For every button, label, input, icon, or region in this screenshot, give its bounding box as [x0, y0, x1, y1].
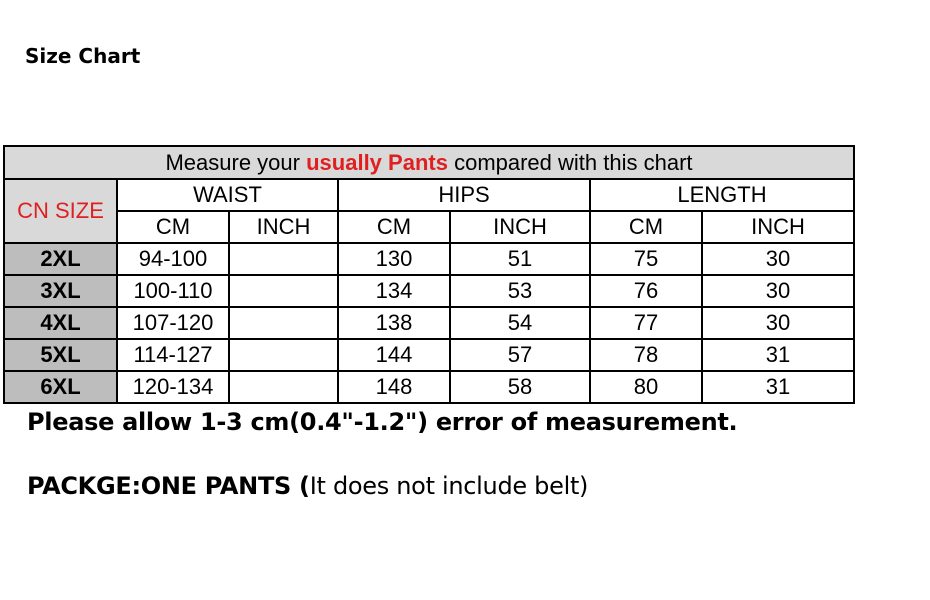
size-label: 3XL	[4, 275, 117, 307]
table-cell: 76	[590, 275, 702, 307]
table-cell: 144	[338, 339, 450, 371]
cn-size-header: CN SIZE	[4, 179, 117, 243]
table-cell: 120-134	[117, 371, 229, 403]
table-cell: 31	[702, 339, 854, 371]
measurement-note: Please allow 1-3 cm(0.4"-1.2") error of measurement.	[27, 408, 738, 436]
unit-header: CM	[590, 211, 702, 243]
table-cell: 100-110	[117, 275, 229, 307]
table-cell: 75	[590, 243, 702, 275]
unit-header: INCH	[702, 211, 854, 243]
table-row	[4, 307, 854, 339]
table-cell: 30	[702, 243, 854, 275]
table-cell: 30	[702, 307, 854, 339]
caption-suffix: compared with this chart	[454, 149, 693, 175]
table-cell	[229, 243, 338, 275]
size-label: 2XL	[4, 243, 117, 275]
table-cell: 80	[590, 371, 702, 403]
table-cell: 54	[450, 307, 590, 339]
package-detail: It does not include belt)	[309, 472, 589, 500]
unit-header-row	[4, 211, 854, 243]
unit-header: CM	[338, 211, 450, 243]
page-title: Size Chart	[25, 44, 141, 68]
table-cell	[229, 339, 338, 371]
table-cell: 30	[702, 275, 854, 307]
table-cell: 51	[450, 243, 590, 275]
caption-highlight: usually Pants	[306, 149, 448, 175]
table-cell: 58	[450, 371, 590, 403]
table-cell: 57	[450, 339, 590, 371]
table-cell: 77	[590, 307, 702, 339]
caption-prefix: Measure your	[165, 149, 300, 175]
table-cell: 138	[338, 307, 450, 339]
table-caption	[4, 146, 854, 179]
package-label: PACKGE:ONE PANTS (	[27, 472, 310, 500]
size-label: 5XL	[4, 339, 117, 371]
table-cell: 94-100	[117, 243, 229, 275]
table-row	[4, 243, 854, 275]
unit-header: CM	[117, 211, 229, 243]
size-label: 4XL	[4, 307, 117, 339]
table-cell	[229, 275, 338, 307]
package-line	[27, 472, 588, 500]
table-cell: 107-120	[117, 307, 229, 339]
table-cell: 130	[338, 243, 450, 275]
table-cell: 148	[338, 371, 450, 403]
table-row	[4, 275, 854, 307]
size-label: 6XL	[4, 371, 117, 403]
unit-header: INCH	[229, 211, 338, 243]
table-cell: 53	[450, 275, 590, 307]
table-row	[4, 339, 854, 371]
table-cell: 114-127	[117, 339, 229, 371]
size-table	[3, 145, 855, 404]
caption-row	[4, 146, 854, 179]
table-cell	[229, 371, 338, 403]
table-row	[4, 371, 854, 403]
table-cell: 31	[702, 371, 854, 403]
hips-header: HIPS	[338, 179, 590, 211]
table-cell: 78	[590, 339, 702, 371]
length-header: LENGTH	[590, 179, 854, 211]
group-header-row	[4, 179, 854, 211]
table-cell	[229, 307, 338, 339]
table-cell: 134	[338, 275, 450, 307]
unit-header: INCH	[450, 211, 590, 243]
waist-header: WAIST	[117, 179, 338, 211]
